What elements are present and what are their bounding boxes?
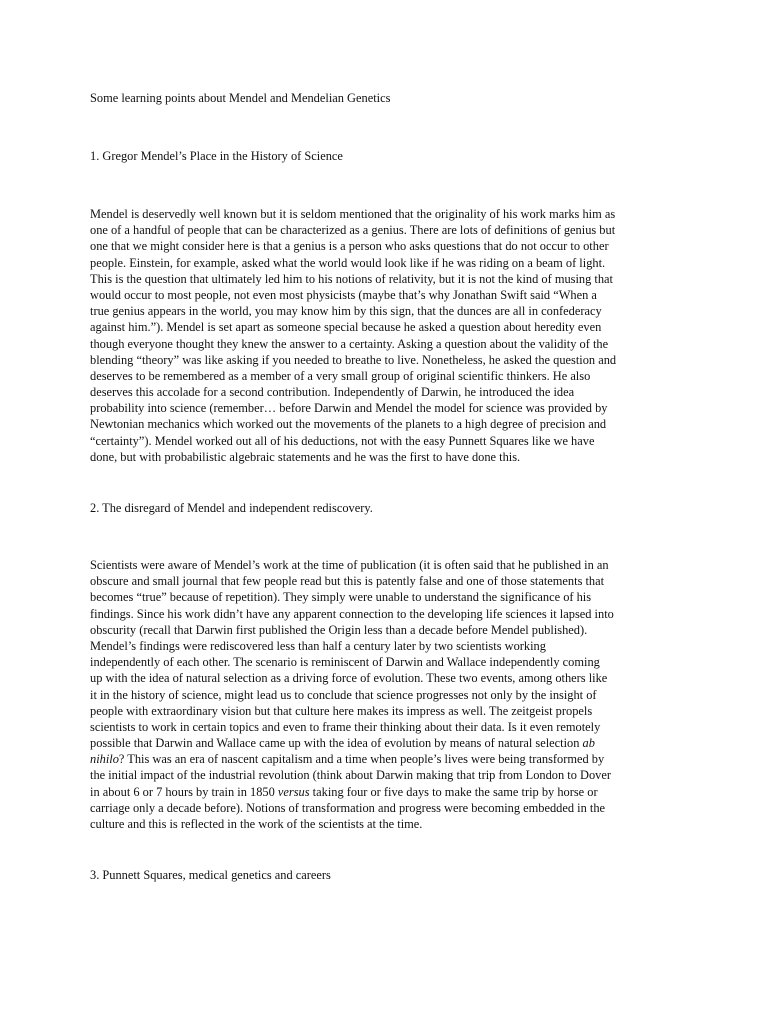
- line-text: in about 6 or 7 hours by train in 1850: [90, 784, 278, 799]
- paragraph-line: [90, 751, 678, 767]
- paragraph-line: deserves to be remembered as a member of a very small group of original scientific thinkers. He also: [90, 368, 591, 383]
- paragraph-line: against him.”). Mendel is set apart as someone special because he asked a question about heredity even: [90, 320, 602, 335]
- paragraph-line: would occur to most people, not even most physicists (maybe that’s why Jonathan Swift said “When a: [90, 287, 597, 302]
- paragraph-line: Newtonian mechanics which worked out the movements of the planets to a high degree of precision and: [90, 417, 607, 432]
- paragraph-line: scientists to work in certain topics and even to frame their thinking about their data. Is it even remotely: [90, 719, 601, 734]
- paragraph-line: one that we might consider here is that a genius is a person who asks questions that do not occur to other: [90, 239, 609, 254]
- paragraph-line: findings. Since his work didn’t have any apparent connection to the developing life sciences it lapsed into: [90, 606, 614, 621]
- paragraph-line: obscurity (recall that Darwin first published the Origin less than a decade before Mendel published).: [90, 622, 588, 637]
- paragraph-line: it in the history of science, might lead us to conclude that science progresses not only by the insight of: [90, 687, 597, 702]
- paragraph-line: people with extraordinary vision but that culture here makes its impress as well. The zeitgeist propels: [90, 703, 593, 718]
- paragraph-line: done, but with probabilistic algebraic statements and he was the first to have done this.: [90, 449, 521, 464]
- line-text: taking four or five days to make the same trip by horse or: [309, 784, 598, 799]
- line-text: ? This was an era of nascent capitalism and a time when people’s lives were being transformed by: [118, 752, 605, 767]
- paragraph-line: though everyone thought they knew the answer to a certainty. Asking a question about the validity of the: [90, 336, 609, 351]
- section-heading-1: 1. Gregor Mendel’s Place in the History of Science: [90, 149, 343, 163]
- paragraph-line: This is the question that ultimately led him to his notions of relativity, but it is not the kind of musing that: [90, 271, 614, 286]
- italic-nihilo: nihilo: [90, 752, 119, 767]
- paragraph-line: up with the idea of natural selection as a driving force of evolution. These two events, among others like: [90, 671, 608, 686]
- paragraph-line: people. Einstein, for example, asked what the world would look like if he was riding on a beam of light.: [90, 255, 606, 270]
- paragraph-line: true genius appears in the world, you may know him by this sign, that the dunces are all in confederacy: [90, 304, 602, 319]
- paragraph-line: probability into science (remember… before Darwin and Mendel the model for science was provided by: [90, 401, 608, 416]
- paragraph-line: [90, 784, 678, 800]
- line-text: possible that Darwin and Wallace came up with the idea of evolution by means of natural selection: [90, 736, 580, 751]
- paragraph-line: deserves this accolade for a second contribution. Independently of Darwin, he introduced the idea: [90, 385, 575, 400]
- section-paragraph-2: [90, 557, 678, 832]
- italic-ab: ab: [582, 736, 595, 751]
- paragraph-line: Mendel is deservedly well known but it is seldom mentioned that the originality of his work marks him as: [90, 207, 616, 221]
- section-paragraph-1: [90, 206, 678, 465]
- section-heading-2: 2. The disregard of Mendel and independent rediscovery.: [90, 501, 373, 515]
- paragraph-line: Mendel’s findings were rediscovered less than half a century later by two scientists working: [90, 638, 546, 653]
- paragraph-line: one of a handful of people that can be characterized as a genius. There are lots of definitions of genius but: [90, 223, 616, 238]
- paragraph-line: “certainty”). Mendel worked out all of his deductions, not with the easy Punnett Squares like we have: [90, 433, 595, 448]
- paragraph-line: culture and this is reflected in the work of the scientists at the time.: [90, 817, 423, 831]
- paragraph-line: Scientists were aware of Mendel’s work at the time of publication (it is often said that he published in an: [90, 558, 609, 572]
- paragraph-line: blending “theory” was like asking if you needed to breathe to live. Nonetheless, he asked the question and: [90, 352, 617, 367]
- paragraph-line: the initial impact of the industrial revolution (think about Darwin making that trip from London to Dover: [90, 768, 611, 783]
- paragraph-line: independently of each other. The scenario is reminiscent of Darwin and Wallace independently coming: [90, 655, 600, 670]
- paragraph-line: [90, 735, 678, 751]
- italic-versus: versus: [277, 784, 310, 799]
- paragraph-line: obscure and small journal that few people read but this is patently false and one of those statements that: [90, 574, 605, 589]
- section-heading-3: 3. Punnett Squares, medical genetics and careers: [90, 868, 331, 882]
- document-title: Some learning points about Mendel and Mendelian Genetics: [90, 91, 391, 105]
- paragraph-line: becomes “true” because of repetition). They simply were unable to understand the significance of his: [90, 590, 592, 605]
- paragraph-line: carriage only a decade before). Notions of transformation and progress were becoming embedded in the: [90, 800, 606, 815]
